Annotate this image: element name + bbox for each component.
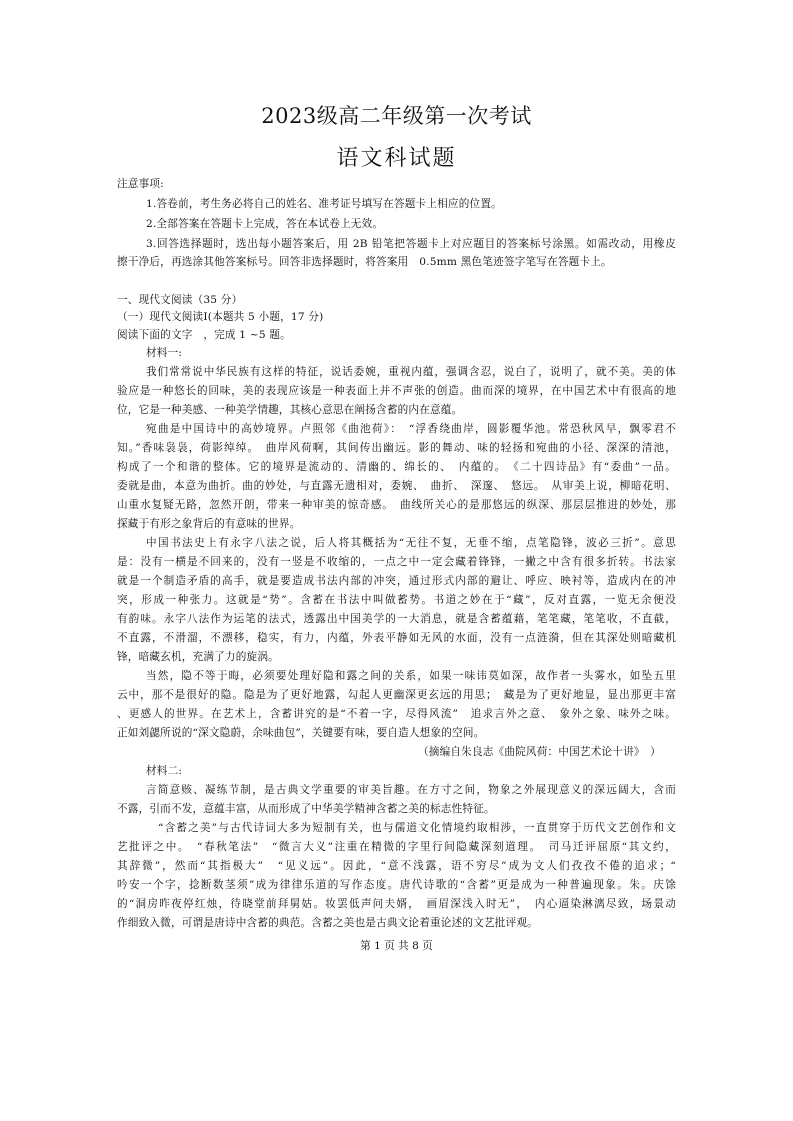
material-2-line: 其辞微”，然而“其指极大” “见义远”。因此，“意不浅露，语不穷尽”成为文人们孜孜不倦的追求；“ [117,860,676,872]
material-1-line: 锋，暗藏玄机，充满了力的旋涡。 [117,651,279,663]
exam-title: 2023级高二年级第一次考试 [261,104,532,128]
material-2-line: 不露，引而不发，意蕴丰富，从而形成了中华美学精神含蓄之美的标志性特征。 [117,803,495,815]
material-2-label: 材料二: [146,765,183,777]
material-1-line: 宛曲是中国诗中的高妙境界。卢照邻《曲池荷》： “浮香绕曲岸，圆影覆华池。常恐秋风早，飘零君不 [146,423,676,435]
reading-instruction: 阅读下面的文字 ，完成 1 ~5 题。 [117,329,291,341]
material-1-label: 材料一: [146,347,183,359]
material-1-line: 位，它是一种美感、一种美学情趣，其核心意思在阐扬含蓄的内在意蕴。 [117,404,463,416]
material-1-line: 不直露，不滑溜，不漂移，稳实，有力，内蕴，外表平静如无风的水面，没有一点涟漪，但在其深处则暗藏机 [117,632,676,644]
material-1-line: 山重水复疑无路，忽然开朗，带来一种审美的惊奇感。 曲线所关心的是那悠远的纵深、那层层推进的妙处，那 [117,499,676,511]
material-1-source: （摘编自朱良志《曲院风荷：中国艺术论十讲》 ） [418,746,661,758]
material-1-line: 、更感人的世界。在艺术上，含蓄讲究的是“不着一字，尽得风流” 追求言外之意、 象外之象、味外之味。 [117,708,676,720]
material-2-line: 言简意赅、凝练节制，是古典文学重要的审美旨趣。在方寸之间，物象之外展现意义的深远阔大，含而 [146,784,676,796]
material-2-line: “含蓄之美”与古代诗词大多为短制有关，也与儒道文化情境约取相涉，一直贯穿于历代文艺创作和文 [158,822,676,834]
notice-item-3: 3.回答选择题时，选出每小题答案后，用 2B 铅笔把答题卡上对应题目的答案标号涂黑。如需改动，用橡皮 [146,238,676,250]
material-1-line: 中国书法史上有永字八法之说，后人将其概括为“无往不复，无垂不缩，点笔隐锋，波必三折”。意思 [146,537,676,549]
material-1-line: 构成了一个和谐的整体。它的境界是流动的、清幽的、绵长的、 内蕴的。 《二十四诗品》有“委曲”一品。 [117,461,676,473]
material-2-line: 吟安一个字，捻断数茎须”成为律律乐道的写作态度。唐代诗歌的“含蓄”更是成为一种普遍现象。朱。庆馀 [117,879,676,891]
material-1-line: 是：没有一横是不回来的，没有一竖是不收缩的，一点之中一定会藏着锋锋，一撇之中含有很多折转。书法家 [117,556,676,568]
notice-item-1: 1.答卷前，考生务必将自己的姓名、准考证号填写在答题卡上相应的位置。 [146,198,502,210]
material-1-line: 我们常常说中华民族有这样的特征，说话委婉，重视内蕴，强调含忍，说白了，说明了，就不美。美的体 [146,366,676,378]
material-2-line: 作细致入微，可谓是唐诗中含蓄的典范。含蓄之美也是古典文论着重论述的文艺批评观。 [117,917,538,929]
material-1-line: 云中，那不是很好的隐。隐是为了更好地露，勾起人更幽深更玄远的用思； 藏是为了更好地显，显出那更丰富 [117,689,676,701]
material-2-line: 艺批评之中。 “春秋笔法” “微言大义”注重在精微的字里行间隐藏深刻道理。 司马迁评屈原“其文约， [117,841,676,853]
notice-item-3-cont: 擦干净后，再选涂其他答案标号。回答非选择题时，将答案用 0.5mm 黑色笔迹签字笔写在答题卡上。 [117,256,612,268]
material-1-line: 就是一个制造矛盾的高手，就是要造成书法内部的冲突，通过形式内部的避让、呼应、映衬等，造成内在的冲 [117,575,676,587]
material-1-line: 探藏于有形之象背后的有意味的世界。 [117,518,301,530]
page-number: 第 1 页 共 8 页 [360,940,433,952]
material-2-line: 的“洞房昨夜停红烛，待晓堂前拜舅姑。妆罢低声问夫婿， 画眉深浅入时无”， 内心逼染淋漓尽致，场景动 [117,898,676,910]
notice-item-2: 2.全部答案在答题卡上完成，答在本试卷上无效。 [146,218,384,230]
exam-subtitle: 语文科试题 [336,146,457,171]
material-1-line: 有韵味。永字八法作为运笔的法式，透露出中国美学的一大消息，就是含蓄蕴藉，笔笔藏，笔笔收，不直截， [117,613,676,625]
material-1-line: 知。”香味袅袅，荷影绰绰。 曲岸风荷啊，其间传出幽远。影的舞动、味的轻扬和宛曲的小径、深深的清池， [117,442,676,454]
material-1-line: 突，形成一种张力。这就是“势”。含蓄在书法中叫做蓄势。书道之妙在于“藏”，反对直露，一览无余便没 [117,594,676,606]
material-1-line: 验应是一种悠长的回味，美的表现应该是一种表面上并不声张的创造。曲而深的境界，在中国艺术中有很高的地 [117,385,676,397]
material-1-line: 正如刘勰所说的“深文隐蔚，余味曲包”，关键要有味，要自造人想象的空间。 [117,727,485,739]
material-1-line: 当然，隐不等于晦，必须要处理好隐和露之间的关系，如果一味讳莫如深，故作者一头雾水，如坠五里 [146,670,676,682]
material-1-line: 委就是曲，本意为曲折。曲的妙处，与直露无遗相对，委婉、 曲折、 深邃、 悠远。 从审美上说，柳暗花明、 [117,480,676,492]
notice-heading: 注意事项: [117,178,164,190]
section-heading: 一、现代文阅读（35 分） [117,294,243,306]
section-subheading: （一）现代文阅读Ⅰ(本题共 5 小题，17 分) [117,311,324,323]
